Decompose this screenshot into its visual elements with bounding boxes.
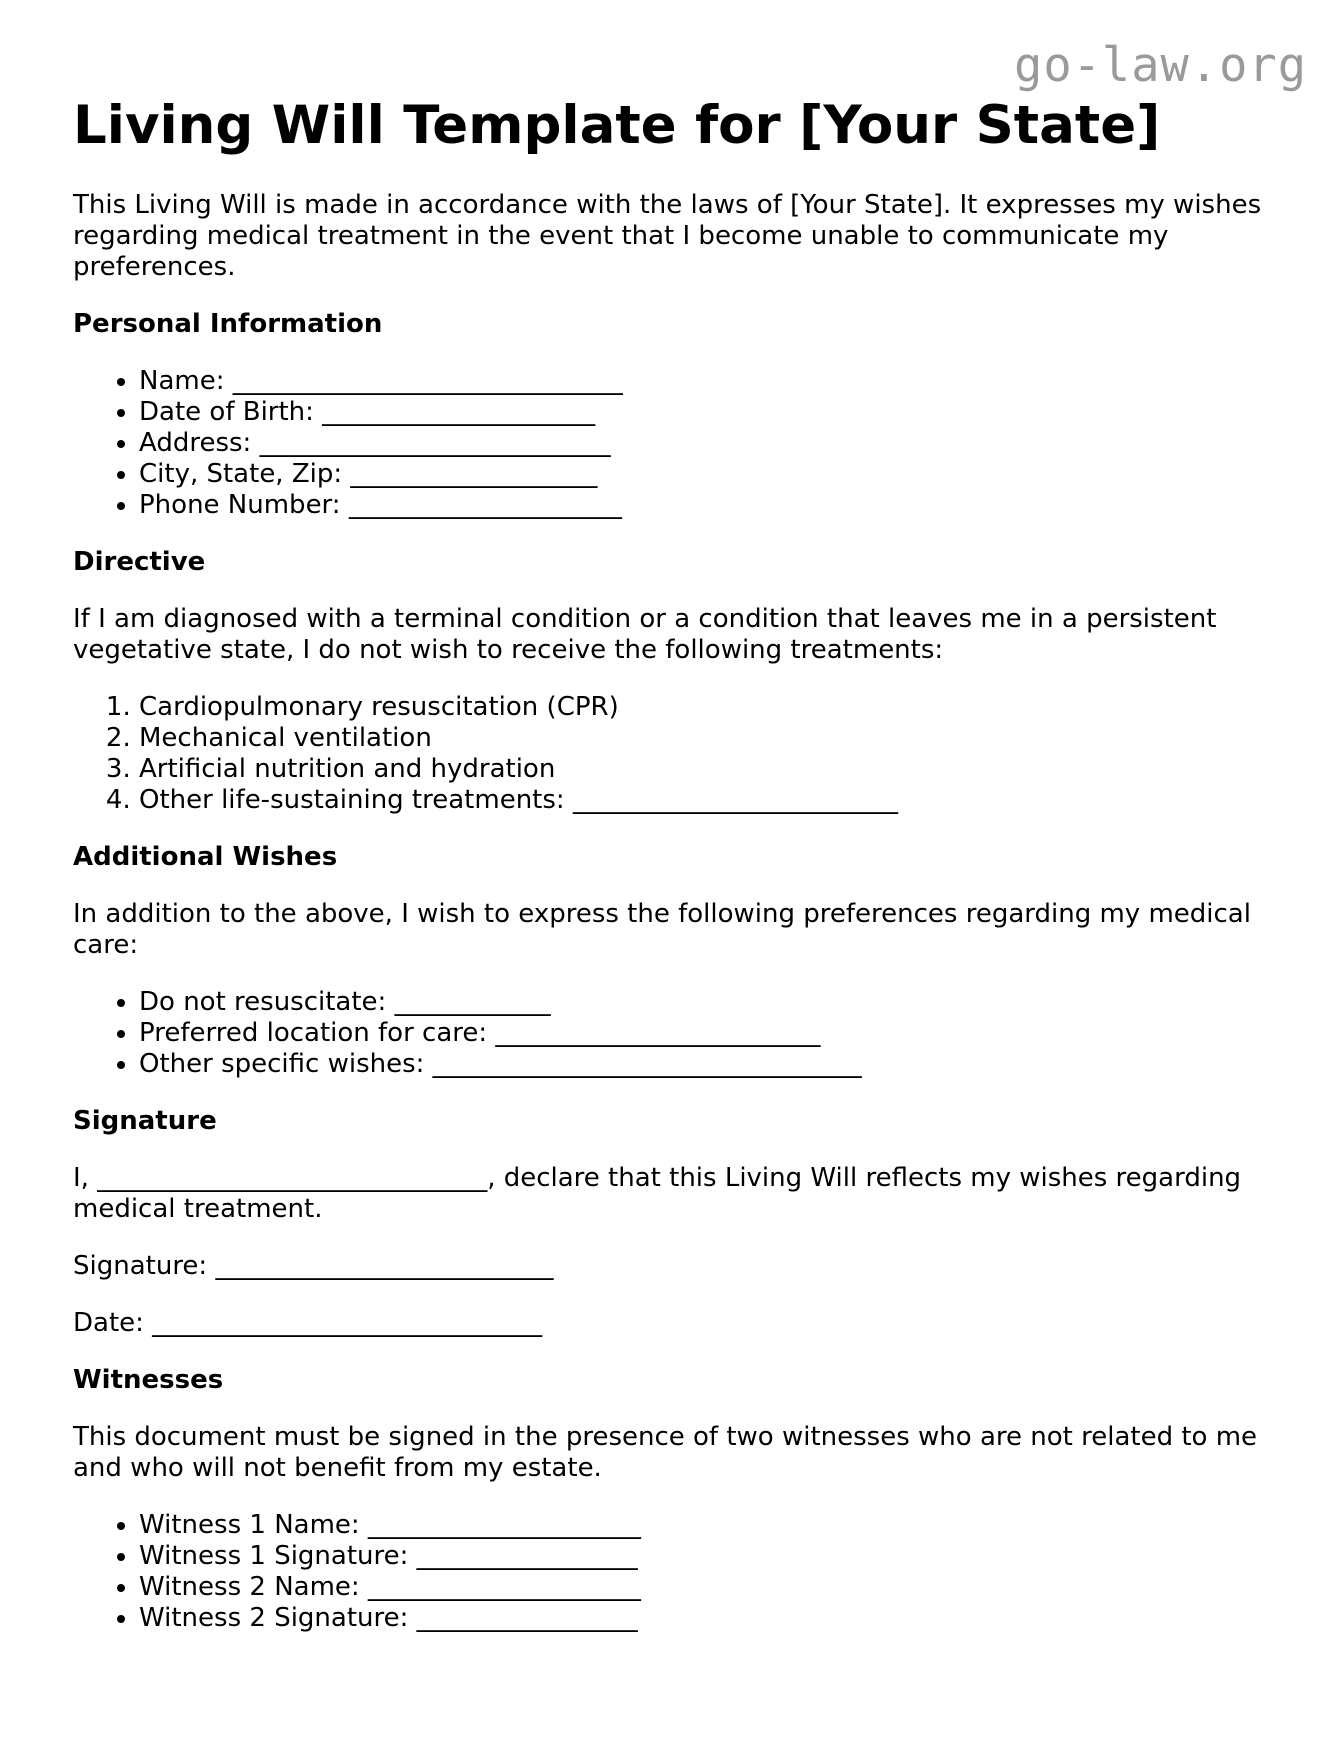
additional-location-field: • Preferred location for care: _________________________ — [139, 1018, 1273, 1049]
directive-paragraph: If I am diagnosed with a terminal condition or a condition that leaves me in a persistent vegetative state, I do not wish to receive the following treatments: — [73, 604, 1217, 665]
additional-paragraph: In addition to the above, I wish to express the following preferences regarding my medical care: — [73, 899, 1251, 960]
witnesses-heading: Witnesses — [73, 1365, 224, 1395]
directive-heading: Directive — [73, 547, 206, 577]
intro-paragraph: This Living Will is made in accordance with the laws of [Your State]. It expresses my wishes regarding medical treatment in the event that I become unable to communicate my preferences. — [73, 190, 1262, 282]
witness-1-name-field: • Witness 1 Name: _____________________ — [139, 1510, 1273, 1541]
directive-item-nutrition: 3. Artificial nutrition and hydration — [139, 754, 1273, 785]
personal-phone-field: • Phone Number: _____________________ — [139, 490, 1273, 521]
additional-dnr-field: • Do not resuscitate: ____________ — [139, 987, 1273, 1018]
signature-heading: Signature — [73, 1106, 217, 1136]
document-body — [73, 90, 1273, 1634]
additional-other-field: • Other specific wishes: _________________________________ — [139, 1049, 1273, 1080]
directive-item-ventilation: 2. Mechanical ventilation — [139, 723, 1273, 754]
personal-name-field: • Name: ______________________________ — [139, 366, 1273, 397]
personal-list — [73, 366, 1273, 521]
personal-address-field: • Address: ___________________________ — [139, 428, 1273, 459]
directive-list — [73, 692, 1273, 816]
personal-city-field: • City, State, Zip: ___________________ — [139, 459, 1273, 490]
witnesses-paragraph: This document must be signed in the presence of two witnesses who are not related to me and who will not benefit from my estate. — [73, 1422, 1258, 1483]
personal-heading: Personal Information — [73, 309, 383, 339]
witness-2-name-field: • Witness 2 Name: _____________________ — [139, 1572, 1273, 1603]
witness-2-signature-field: • Witness 2 Signature: _________________ — [139, 1603, 1273, 1634]
personal-dob-field: • Date of Birth: _____________________ — [139, 397, 1273, 428]
directive-item-other: 4. Other life-sustaining treatments: _________________________ — [139, 785, 1273, 816]
additional-heading: Additional Wishes — [73, 842, 338, 872]
date-line: Date: ______________________________ — [73, 1308, 543, 1338]
signature-declaration: I, ______________________________, declare that this Living Will reflects my wishes regarding medical treatment. — [73, 1163, 1242, 1224]
witnesses-list — [73, 1510, 1273, 1634]
additional-list — [73, 987, 1273, 1080]
signature-line: Signature: __________________________ — [73, 1251, 554, 1281]
witness-1-signature-field: • Witness 1 Signature: _________________ — [139, 1541, 1273, 1572]
watermark: go-law.org — [1014, 38, 1307, 93]
page-title: Living Will Template for [Your State] — [73, 95, 1161, 156]
directive-item-cpr: 1. Cardiopulmonary resuscitation (CPR) — [139, 692, 1273, 723]
